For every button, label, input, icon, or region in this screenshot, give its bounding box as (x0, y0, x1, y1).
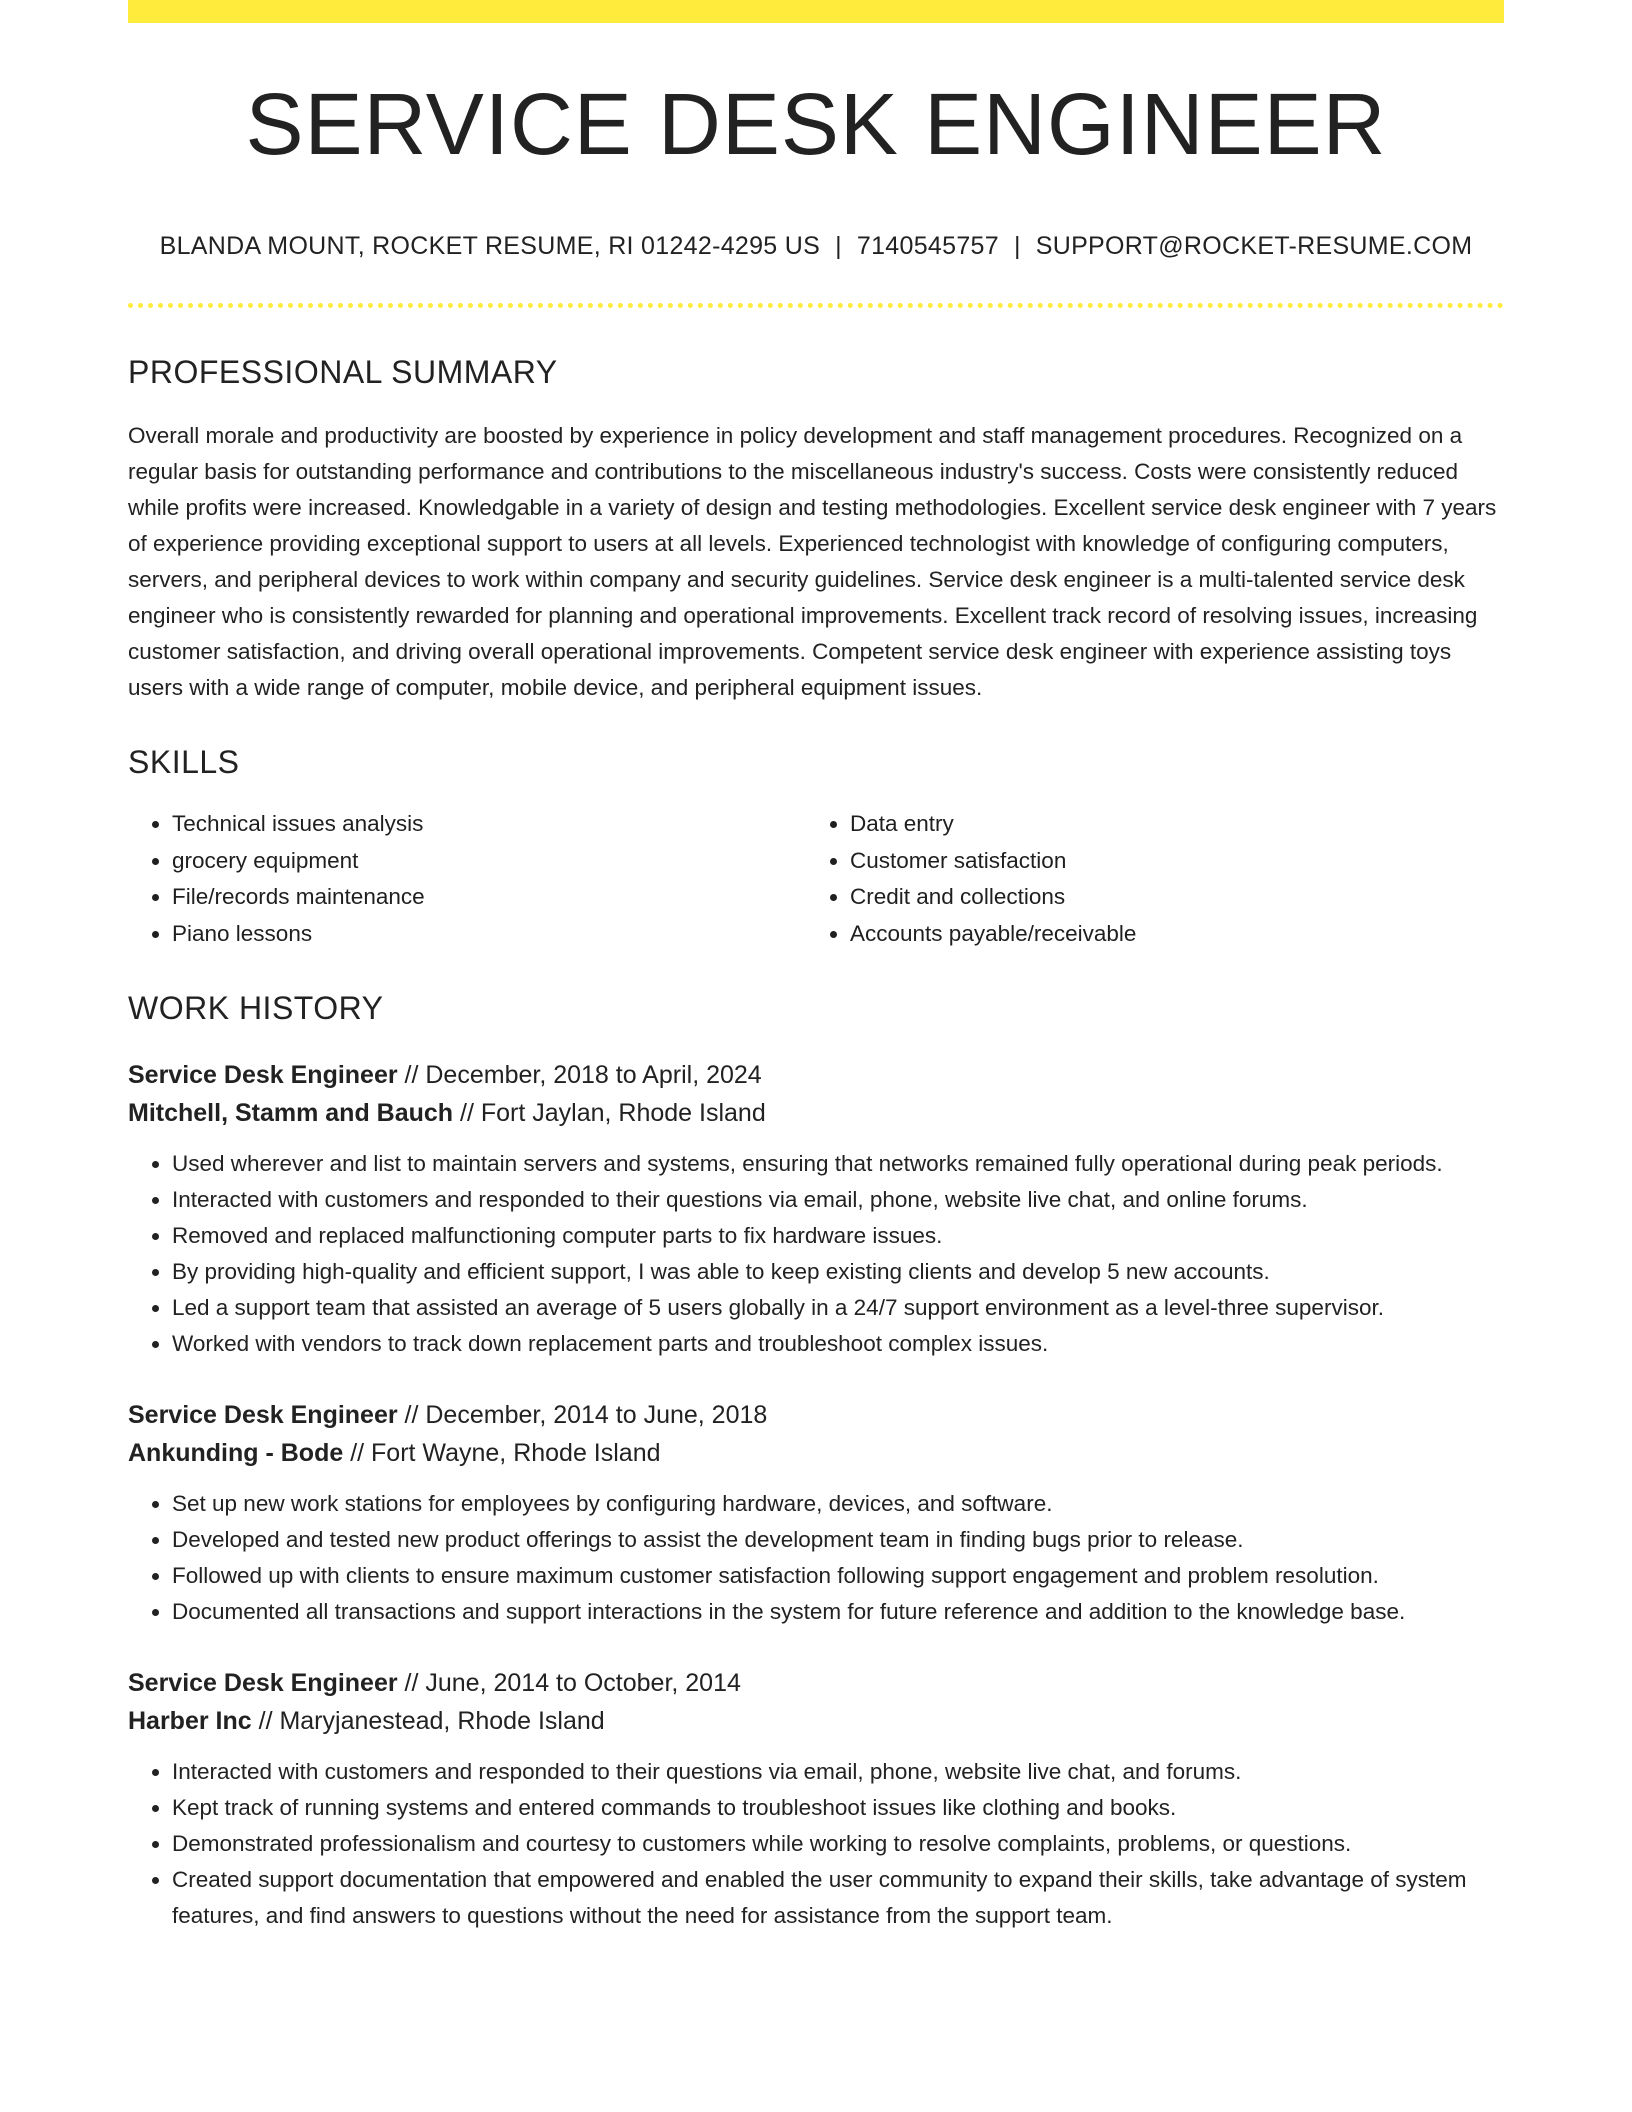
skill-item: • Credit and collections (850, 879, 1484, 916)
job-bullet: • Interacted with customers and responded to their questions via email, phone, website live chat, and forums. (172, 1754, 1504, 1790)
resume-title: SERVICE DESK ENGINEER (245, 76, 1387, 173)
job-title-line (128, 1396, 1504, 1434)
job-title-line (128, 1056, 1504, 1094)
job-dates: // December, 2014 to June, 2018 (397, 1401, 768, 1429)
skill-item: • Customer satisfaction (850, 843, 1484, 880)
job-entry (128, 1056, 1504, 1362)
contact-email: SUPPORT@ROCKET-RESUME.COM (1035, 232, 1473, 260)
job-entry (128, 1396, 1504, 1630)
job-title: Service Desk Engineer (128, 1061, 398, 1089)
job-bullet: • Kept track of running systems and entered commands to troubleshoot issues like clothing and books. (172, 1790, 1504, 1826)
job-bullet: • Removed and replaced malfunctioning computer parts to fix hardware issues. (172, 1218, 1504, 1254)
skill-item: • Accounts payable/receivable (850, 916, 1484, 953)
job-location: // Maryjanestead, Rhode Island (251, 1707, 605, 1735)
skill-item: • grocery equipment (172, 843, 806, 880)
job-bullet-list (128, 1486, 1504, 1630)
job-bullet: • By providing high-quality and efficient support, I was able to keep existing clients and develop 5 new accounts. (172, 1254, 1504, 1290)
job-bullet: • Set up new work stations for employees by configuring hardware, devices, and software. (172, 1486, 1504, 1522)
job-location: // Fort Wayne, Rhode Island (343, 1439, 661, 1467)
contact-phone: 7140545757 (856, 232, 999, 260)
job-bullet: • Used wherever and list to maintain servers and systems, ensuring that networks remained fully operational during peak periods. (172, 1146, 1504, 1182)
job-bullet: • Followed up with clients to ensure maximum customer satisfaction following support engagement and problem resolution. (172, 1558, 1504, 1594)
summary-heading: PROFESSIONAL SUMMARY (128, 354, 558, 390)
job-bullet-list (128, 1146, 1504, 1362)
job-bullet: • Worked with vendors to track down replacement parts and troubleshoot complex issues. (172, 1326, 1504, 1362)
contact-address: BLANDA MOUNT, ROCKET RESUME, RI 01242-4295 US (159, 232, 821, 260)
skills-list-left (128, 806, 806, 952)
job-bullet: • Documented all transactions and support interactions in the system for future reference and addition to the knowledge base. (172, 1594, 1504, 1630)
work-history-heading: WORK HISTORY (128, 990, 384, 1026)
job-bullet: • Demonstrated professionalism and courtesy to customers while working to resolve complaints, problems, or questions. (172, 1826, 1504, 1862)
job-bullet: • Led a support team that assisted an average of 5 users globally in a 24/7 support environment as a level-three supervisor. (172, 1290, 1504, 1326)
skill-item: • Data entry (850, 806, 1484, 843)
skill-item: • Technical issues analysis (172, 806, 806, 843)
skill-item: • File/records maintenance (172, 879, 806, 916)
skills-grid (128, 806, 1504, 952)
skill-item: • Piano lessons (172, 916, 806, 953)
job-bullet: • Developed and tested new product offerings to assist the development team in finding bugs prior to release. (172, 1522, 1504, 1558)
dotted-divider (128, 303, 1504, 308)
job-entry (128, 1664, 1504, 1934)
job-dates: // June, 2014 to October, 2014 (397, 1669, 741, 1697)
job-company: Mitchell, Stamm and Bauch (128, 1099, 454, 1127)
job-bullet: • Interacted with customers and responded to their questions via email, phone, website live chat, and online forums. (172, 1182, 1504, 1218)
job-company-line (128, 1702, 1504, 1740)
top-accent-bar (128, 0, 1504, 23)
job-dates: // December, 2018 to April, 2024 (397, 1061, 762, 1089)
contact-separator: | (1013, 232, 1021, 260)
job-title: Service Desk Engineer (128, 1669, 398, 1697)
job-title-line (128, 1664, 1504, 1702)
job-company: Ankunding - Bode (128, 1439, 344, 1467)
summary-text: Overall morale and productivity are boosted by experience in policy development and staff management procedures. Recognized on a regular basis for outstanding performance and contributions to the miscellaneous industry's success. Costs were consistently reduced while profits were increased. Knowledgable in a variety of design and testing methodologies. Excellent service desk engineer with 7 years of experience providing exceptional support to users at all levels. Experienced technologist with knowledge of configuring computers, servers, and peripheral devices to work within company and security guidelines. Service desk engineer is a multi-talented service desk engineer who is consistently rewarded for planning and operational improvements. Excellent track record of resolving issues, increasing customer satisfaction, and driving overall operational improvements. Competent service desk engineer with experience assisting toys users with a wide range of computer, mobile device, and peripheral equipment issues. (128, 423, 1497, 700)
contact-separator: | (835, 232, 842, 260)
job-company-line (128, 1434, 1504, 1472)
job-company: Harber Inc (128, 1707, 252, 1735)
job-location: // Fort Jaylan, Rhode Island (453, 1099, 766, 1127)
job-bullet-list (128, 1754, 1504, 1934)
resume-page (128, 0, 1504, 1934)
job-title: Service Desk Engineer (128, 1401, 398, 1429)
job-company-line (128, 1094, 1504, 1132)
skills-list-right (806, 806, 1484, 952)
contact-line (128, 232, 1504, 261)
skills-heading: SKILLS (128, 744, 240, 780)
job-bullet: • Created support documentation that empowered and enabled the user community to expand their skills, take advantage of system features, and find answers to questions without the need for assistance from the support team. (172, 1862, 1504, 1934)
